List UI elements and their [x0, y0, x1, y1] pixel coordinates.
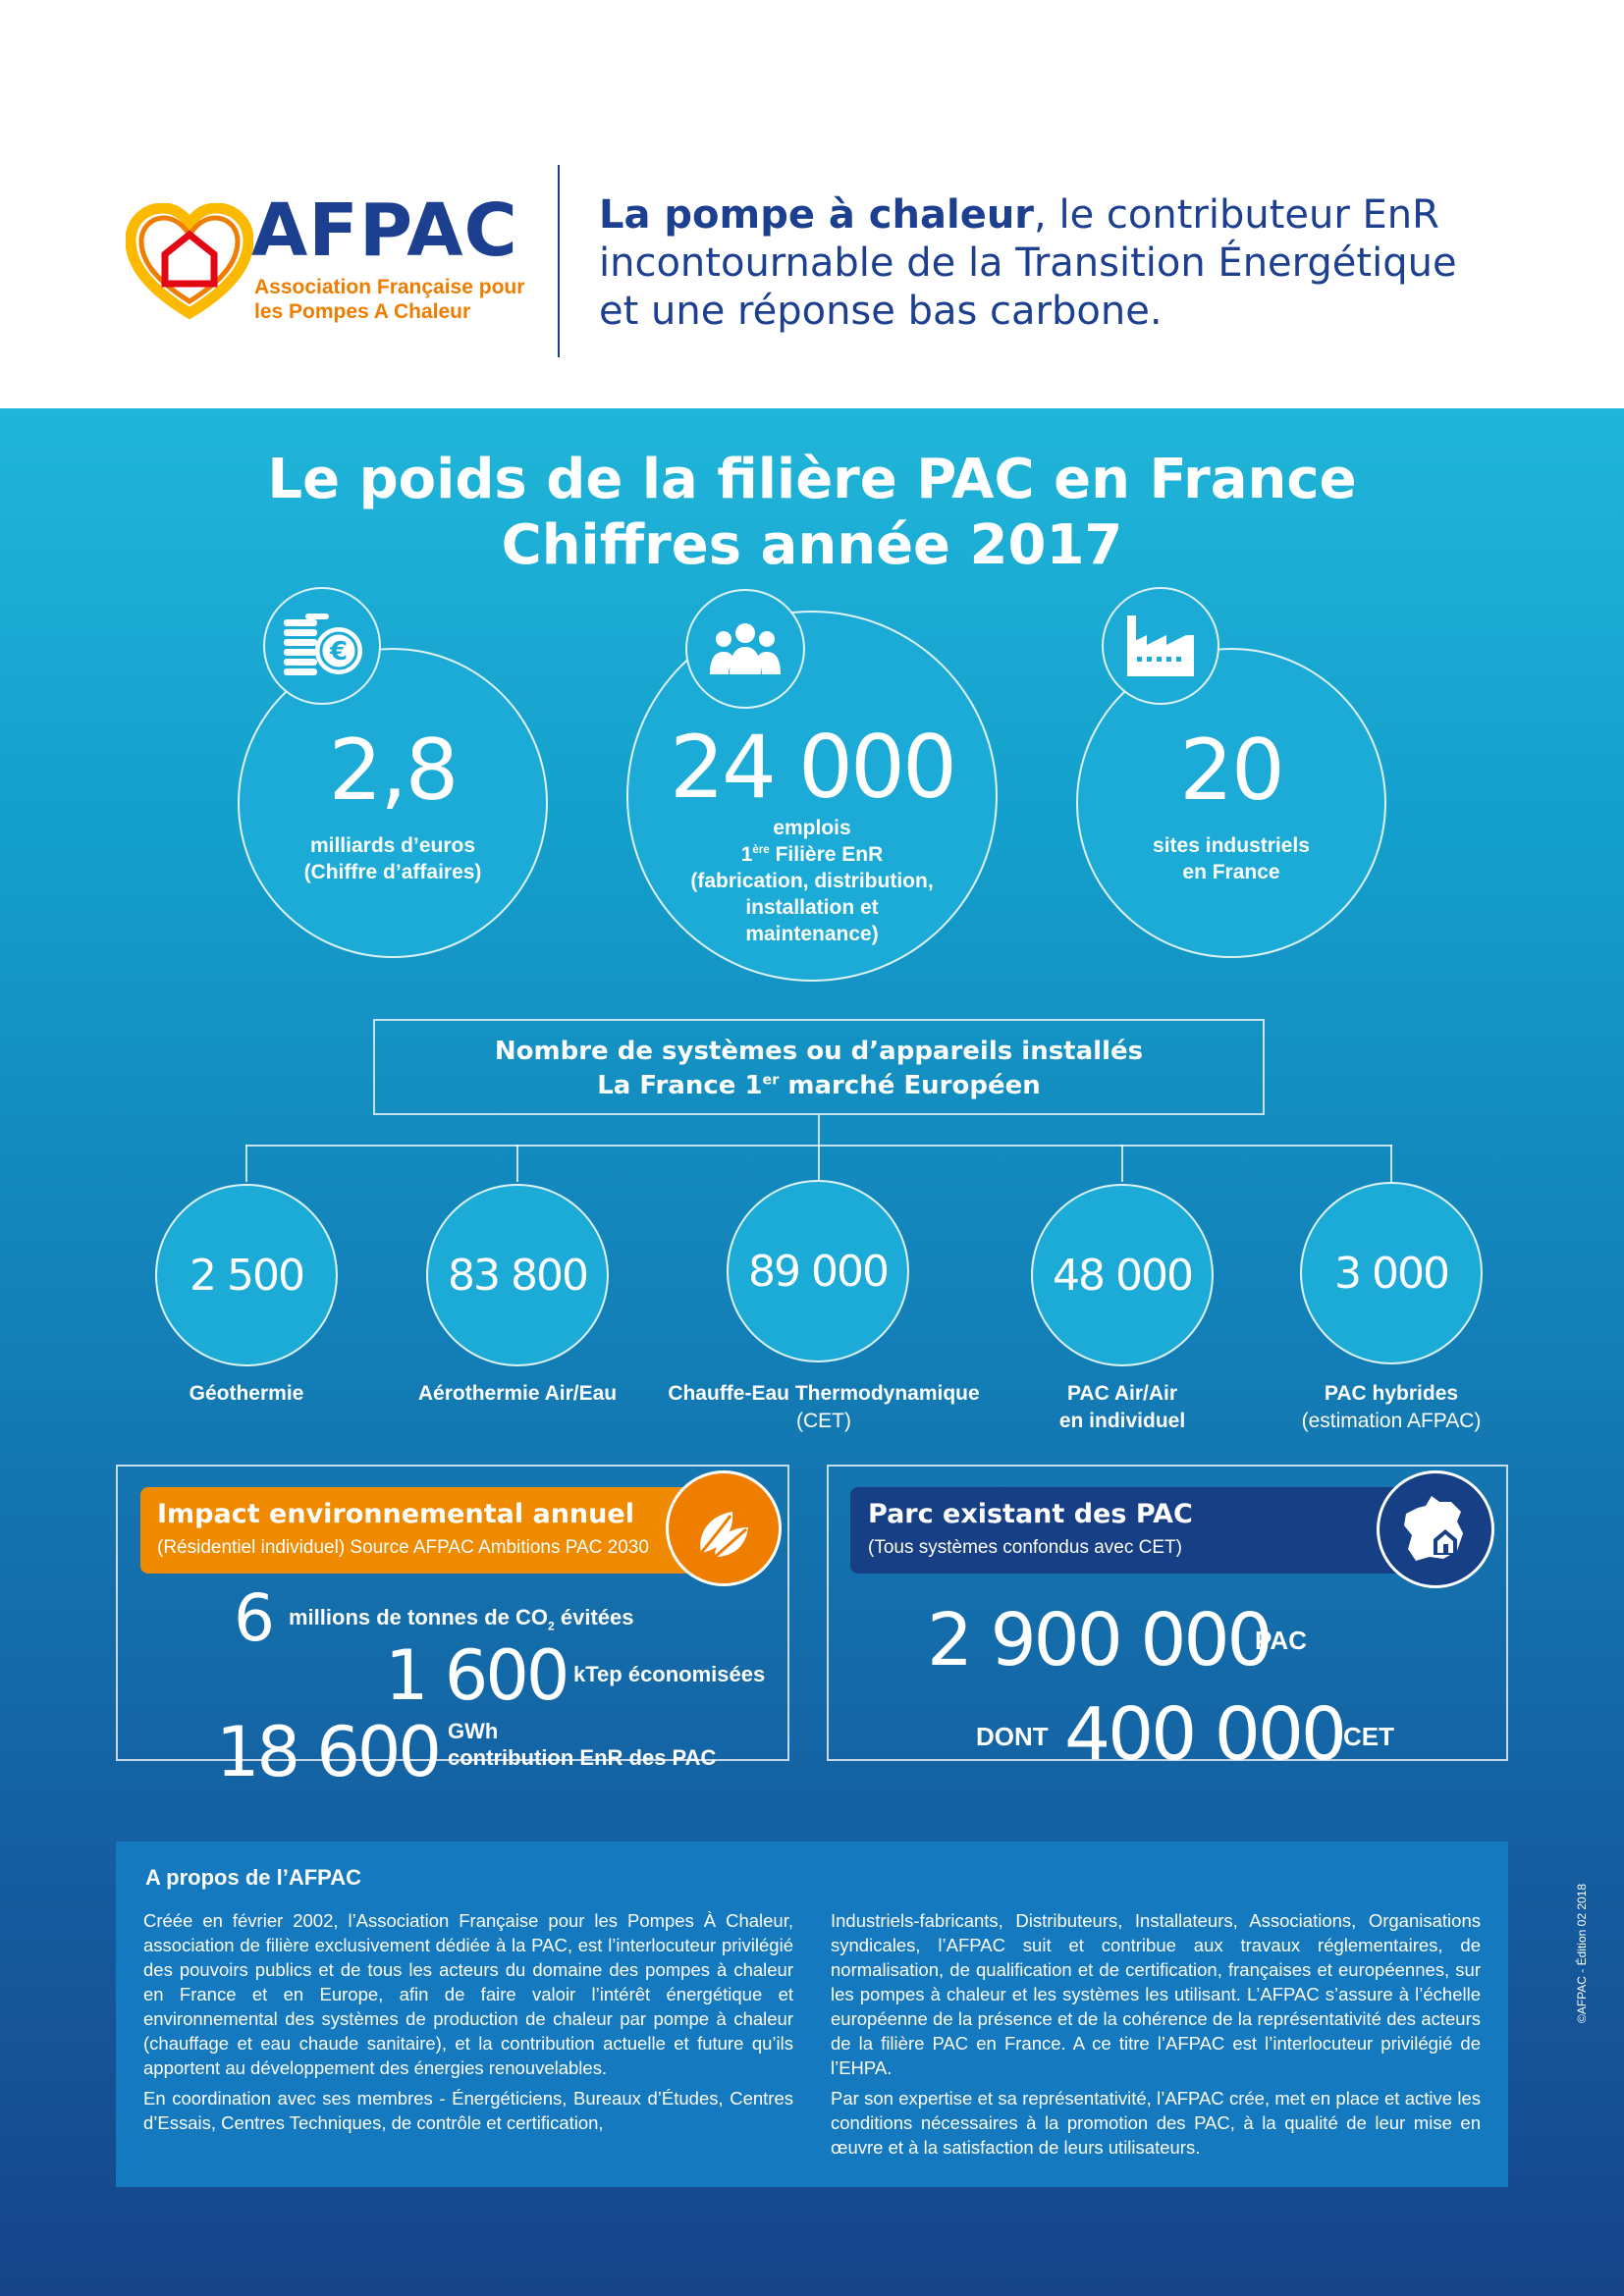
jobs-caption-line-2: [626, 841, 998, 868]
about-column-2: [831, 1908, 1481, 2165]
connector-drop-1: [245, 1145, 247, 1182]
jobs-rank-label: Filière EnR: [775, 843, 884, 866]
impact-gwh-label: [448, 1718, 716, 1771]
main-title: [0, 447, 1624, 578]
sites-caption: [1076, 832, 1386, 885]
system-hybrides-label-bold: PAC hybrides: [1324, 1382, 1459, 1405]
brand-subtitle-line-2: les Pompes A Chaleur: [254, 300, 471, 323]
tagline-line-1: [599, 191, 1600, 240]
factory-icon: [1102, 587, 1219, 705]
about-paragraph-2: En coordination avec ses membres - Énergéticiens, Bureaux d’Études, Centres d’Essais, Centres Techniques, de contrôle et certification,: [143, 2088, 793, 2133]
system-air-air-label: [1001, 1380, 1243, 1435]
impact-co2-label-a: millions de tonnes de CO: [289, 1605, 549, 1629]
brand-name: AFPAC: [251, 188, 518, 273]
about-paragraph-4: Par son expertise et sa représentativité, l’AFPAC crée, met en place et active les conditions nécessaires à la promotion des PAC, à la qualité de leur mise en œuvre et à la satisfaction de leurs utilisateurs.: [831, 2088, 1481, 2158]
svg-text:€: €: [329, 637, 349, 667]
coins-euro-icon: [263, 587, 381, 705]
tagline: [599, 191, 1600, 336]
connector-drop-5: [1390, 1145, 1392, 1182]
impact-title: Impact environnemental annuel: [157, 1499, 634, 1529]
jobs-caption-line-3: (fabrication, distribution,: [690, 870, 934, 892]
about-title: A propos de l’AFPAC: [145, 1865, 361, 1890]
france-house-icon: [1377, 1470, 1494, 1588]
revenue-value: 2,8: [328, 721, 458, 820]
systems-heading-line-1: Nombre de systèmes ou d’appareils installés: [494, 1037, 1144, 1066]
parc-dont-label: DONT: [976, 1722, 1049, 1751]
impact-co2-label: [289, 1604, 634, 1633]
impact-ktep-value: 1 600: [385, 1635, 568, 1716]
system-cet-value: 89 000: [748, 1246, 888, 1297]
systems-heading-part-a: La France 1: [597, 1071, 763, 1100]
system-aerothermie-circle: [426, 1184, 609, 1366]
impact-gwh-label-1: GWh: [448, 1719, 499, 1743]
system-air-air-label-bold-2: en individuel: [1058, 1410, 1186, 1432]
system-air-air-value: 48 000: [1053, 1250, 1192, 1301]
systems-heading-box: [373, 1019, 1265, 1115]
jobs-caption-line-1: emplois: [773, 817, 851, 839]
impact-gwh-label-2: contribution EnR des PAC: [448, 1745, 717, 1770]
sites-value: 20: [1179, 721, 1283, 820]
systems-heading-sup: er: [762, 1072, 780, 1089]
afpac-logo-icon: [126, 203, 253, 321]
main-title-line-1: Le poids de la filière PAC en France: [267, 448, 1357, 511]
system-hybrides-label-normal: (estimation AFPAC): [1301, 1410, 1482, 1432]
system-cet-label-bold: Chauffe-Eau Thermodynamique: [668, 1382, 980, 1405]
parc-cet-unit: CET: [1343, 1722, 1394, 1751]
impact-ktep-label: kTep économisées: [573, 1662, 766, 1686]
systems-heading-line-2: [375, 1069, 1263, 1103]
revenue-caption: [238, 832, 548, 885]
connector-drop-3: [818, 1145, 820, 1180]
parc-subtitle: (Tous systèmes confondus avec CET): [868, 1537, 1182, 1558]
system-aerothermie-label-bold: Aérothermie Air/Eau: [417, 1382, 618, 1405]
system-geothermie-circle: [155, 1184, 338, 1366]
header-divider: [558, 165, 560, 357]
connector-drop-2: [516, 1145, 518, 1182]
tagline-line-3: et une réponse bas carbone.: [599, 289, 1163, 334]
system-air-air-label-bold: PAC Air/Air: [1066, 1382, 1177, 1405]
about-column-1: [143, 1908, 793, 2141]
system-hybrides-label: [1267, 1380, 1516, 1435]
system-cet-circle: [727, 1180, 909, 1362]
impact-subtitle: (Résidentiel individuel) Source AFPAC Ambitions PAC 2030: [157, 1537, 649, 1558]
jobs-rank-number: 1: [740, 843, 753, 866]
parc-total-unit: PAC: [1255, 1626, 1307, 1655]
system-geothermie-label-bold: Géothermie: [189, 1382, 304, 1405]
system-aerothermie-value: 83 800: [448, 1250, 587, 1301]
system-cet-label-normal: (CET): [796, 1410, 851, 1432]
tagline-bold: La pompe à chaleur: [599, 192, 1035, 238]
about-paragraph-3: Industriels-fabricants, Distributeurs, Installateurs, Associations, Organisations syndicales, l’AFPAC suit et contribue aux travaux réglementaires, de normalisation, de qualification et de certification, françaises et européennes, sur les pompes à chaleur et les systèmes les utilisant. L’AFPAC s’assure à l’échelle européenne de la présence et de la cohérence de la représentativité des acteurs de la filière PAC en France. A ce titre l’AFPAC est l’interlocuteur privilégié de l’EHPA.: [831, 1910, 1481, 2078]
parc-cet-value: 400 000: [1064, 1692, 1345, 1777]
brand-subtitle-line-1: Association Française pour: [254, 276, 525, 298]
system-cet-label: [654, 1380, 994, 1435]
brand-subtitle: [254, 275, 524, 324]
jobs-rank-sup: ère: [752, 844, 770, 856]
system-aerothermie-label: [385, 1380, 650, 1408]
revenue-caption-line-1: milliards d’euros: [309, 834, 476, 857]
connector-drop-4: [1121, 1145, 1123, 1182]
jobs-caption-line-4: installation et: [745, 896, 879, 919]
parc-total-value: 2 900 000: [927, 1598, 1271, 1682]
jobs-value: 24 000: [670, 717, 954, 818]
sites-caption-line-1: sites industriels: [1153, 834, 1310, 857]
connector-stem: [818, 1115, 820, 1147]
tagline-line-2: incontournable de la Transition Énergétique: [599, 240, 1457, 286]
systems-heading-part-b: marché Européen: [779, 1071, 1041, 1100]
tagline-rest: , le contributeur EnR: [1034, 192, 1439, 238]
about-paragraph-1: Créée en février 2002, l’Association Française pour les Pompes À Chaleur, association de filière exclusivement dédiée à la PAC, est l’interlocuteur privilégié des pouvoirs publics et de tous les acteurs du domaine des pompes à chaleur en France et en Europe, afin de faire valoir l’intérêt énergétique et environnemental des systèmes de production de chaleur par pompe à chaleur (chauffage et eau chaude sanitaire), et la contribution actuelle et future qu’ils apportent au développement des énergies renouvelables.: [143, 1910, 793, 2078]
impact-gwh-value: 18 600: [216, 1712, 439, 1792]
system-hybrides-value: 3 000: [1334, 1248, 1448, 1299]
sites-caption-line-2: en France: [1182, 861, 1280, 883]
jobs-caption: [626, 815, 998, 947]
jobs-caption-line-5: maintenance): [745, 923, 879, 945]
system-geothermie-label: [128, 1380, 365, 1408]
system-hybrides-circle: [1300, 1182, 1483, 1364]
leaf-icon: [666, 1470, 782, 1586]
impact-co2-label-sub: 2: [548, 1619, 555, 1633]
people-group-icon: [685, 589, 805, 709]
main-title-line-2: Chiffres année 2017: [501, 513, 1123, 577]
impact-co2-label-b: évitées: [554, 1605, 634, 1629]
parc-title: Parc existant des PAC: [868, 1499, 1193, 1529]
system-air-air-circle: [1031, 1184, 1214, 1366]
copyright-notice: [1575, 2002, 1595, 2023]
system-geothermie-value: 2 500: [189, 1250, 303, 1301]
revenue-caption-line-2: (Chiffre d’affaires): [303, 861, 482, 883]
impact-co2-value: 6: [234, 1580, 272, 1656]
